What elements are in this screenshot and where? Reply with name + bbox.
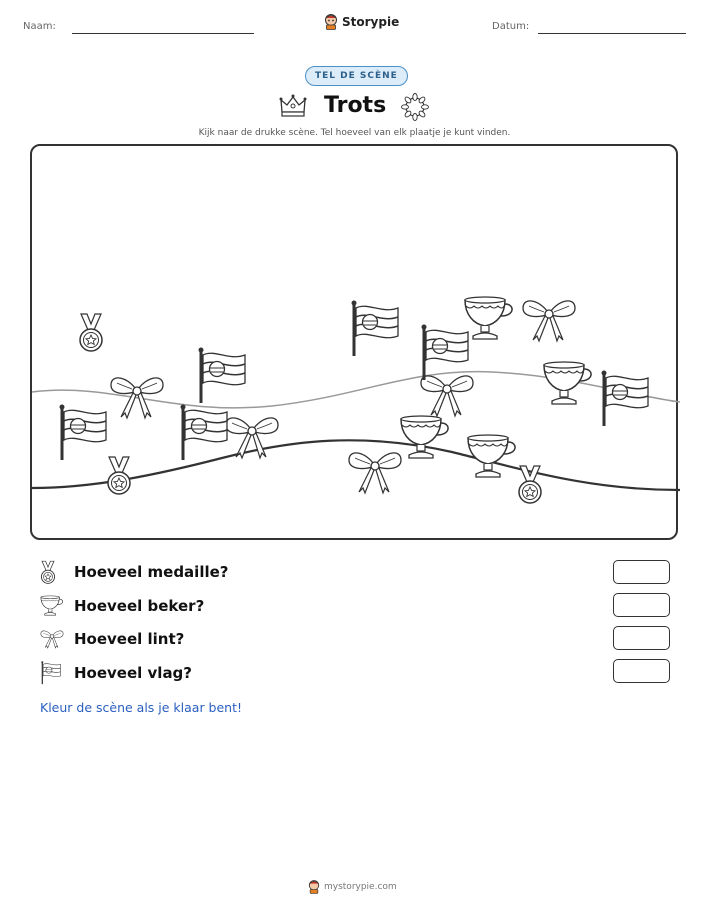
flag-icon [40,661,62,685]
flag-6 [602,371,649,427]
medal-1 [80,314,102,351]
flag-3 [199,348,246,404]
date-label: Datum: [492,21,530,32]
crown-icon [279,94,307,118]
bow-3 [523,301,575,341]
trophy-1 [465,297,512,339]
page-title: Trots [324,93,387,118]
answer-box-trophy[interactable] [613,593,670,617]
counting-scene [30,144,678,540]
answer-box-medal[interactable] [613,560,670,584]
footer-url[interactable]: mystorypie.com [324,882,397,892]
answer-box-bow[interactable] [613,626,670,650]
flag-1 [352,301,399,357]
instructions: Kijk naar de drukke scène. Tel hoeveel van elk plaatje je kunt vinden. [198,128,511,138]
medal-2 [108,457,130,494]
scene-illustration [32,146,680,542]
coloring-note: Kleur de scène als je klaar bent! [40,700,243,715]
question-label: Hoeveel vlag? [74,664,193,682]
trophy-icon [40,594,64,618]
name-line[interactable] [72,33,254,34]
brand-name: Storypie [342,15,400,29]
flag-5 [181,405,228,461]
trophy-4 [468,435,515,477]
question-label: Hoeveel beker? [74,597,205,615]
question-label: Hoeveel medaille? [74,563,229,581]
date-line[interactable] [538,33,686,34]
question-label: Hoeveel lint? [74,630,185,648]
activity-badge: TEL DE SCÈNE [305,66,408,86]
medal-icon [40,560,56,584]
bow-4 [421,376,473,416]
trophy-3 [401,416,448,458]
storypie-mascot-icon [308,880,320,894]
answer-box-flag[interactable] [613,659,670,683]
brand-logo [324,14,399,30]
laurel-wreath-icon [402,94,428,120]
bow-icon [40,627,64,651]
footer [308,880,397,894]
bow-5 [349,453,401,493]
storypie-mascot-icon [324,14,338,30]
flag-4 [60,405,107,461]
name-label: Naam: [23,21,56,32]
